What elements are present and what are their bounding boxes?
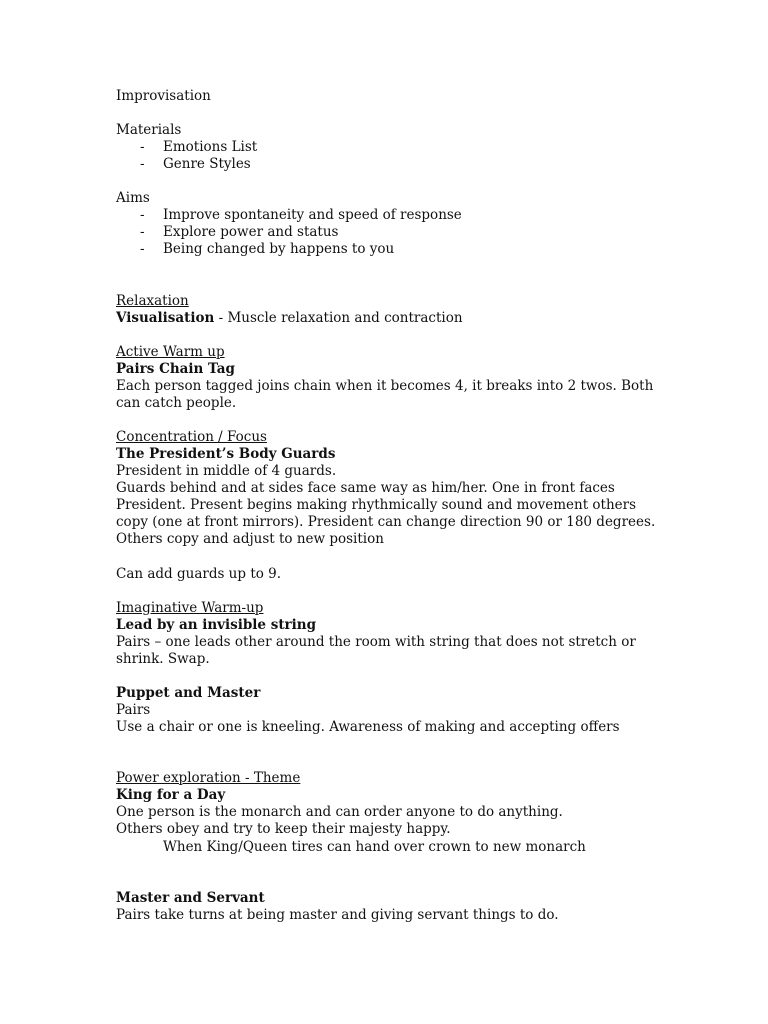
materials-item: Emotions List <box>163 139 258 155</box>
bullet-dash: - <box>140 207 145 223</box>
materials-item: Genre Styles <box>163 156 251 172</box>
activity-name: Visualisation <box>116 310 215 326</box>
activity-desc: - Muscle relaxation and contraction <box>214 310 463 326</box>
relaxation-category: Relaxation <box>116 293 189 309</box>
activity-line: Pairs – one leads other around the room with string that does not stretch or <box>116 634 636 650</box>
activity-line: Others copy and adjust to new position <box>116 531 384 547</box>
activity-line: shrink. Swap. <box>116 651 210 667</box>
activity-line: One person is the monarch and can order anyone to do anything. <box>116 804 563 820</box>
activity-line: Each person tagged joins chain when it becomes 4, it breaks into 2 twos. Both <box>116 378 654 394</box>
activity-line: copy (one at front mirrors). President can change direction 90 or 180 degrees. <box>116 514 656 530</box>
activity-line: can catch people. <box>116 395 237 411</box>
activity-name: King for a Day <box>116 787 226 803</box>
activity-name: Puppet and Master <box>116 685 261 701</box>
activity-name: Lead by an invisible string <box>116 617 317 633</box>
activity-line: Pairs <box>116 702 151 718</box>
aims-item: Explore power and status <box>163 224 339 240</box>
activity-line: Can add guards up to 9. <box>116 566 282 582</box>
relaxation-activity <box>116 310 463 327</box>
activity-line: President in middle of 4 guards. <box>116 463 337 479</box>
activity-line: Use a chair or one is kneeling. Awareness of making and accepting offers <box>116 719 620 735</box>
activity-name: The President’s Body Guards <box>116 446 336 462</box>
bullet-dash: - <box>140 241 145 257</box>
warmup-category: Active Warm up <box>116 344 225 360</box>
doc-title: Improvisation <box>116 88 211 104</box>
power-category: Power exploration - Theme <box>116 770 301 786</box>
bullet-dash: - <box>140 156 145 172</box>
aims-item: Being changed by happens to you <box>163 241 395 257</box>
bullet-dash: - <box>140 139 145 155</box>
concentration-category: Concentration / Focus <box>116 429 267 445</box>
materials-heading: Materials <box>116 122 182 138</box>
activity-line: Guards behind and at sides face same way as him/her. One in front faces <box>116 480 615 496</box>
activity-line: President. Present begins making rhythmically sound and movement others <box>116 497 637 513</box>
activity-name: Master and Servant <box>116 890 265 906</box>
activity-name: Pairs Chain Tag <box>116 361 235 377</box>
imaginative-category: Imaginative Warm-up <box>116 600 264 616</box>
aims-item: Improve spontaneity and speed of response <box>163 207 462 223</box>
aims-heading: Aims <box>116 190 150 206</box>
bullet-dash: - <box>140 224 145 240</box>
activity-line-indented: When King/Queen tires can hand over crown to new monarch <box>163 839 586 855</box>
activity-line: Pairs take turns at being master and giving servant things to do. <box>116 907 559 923</box>
activity-line: Others obey and try to keep their majesty happy. <box>116 821 451 837</box>
